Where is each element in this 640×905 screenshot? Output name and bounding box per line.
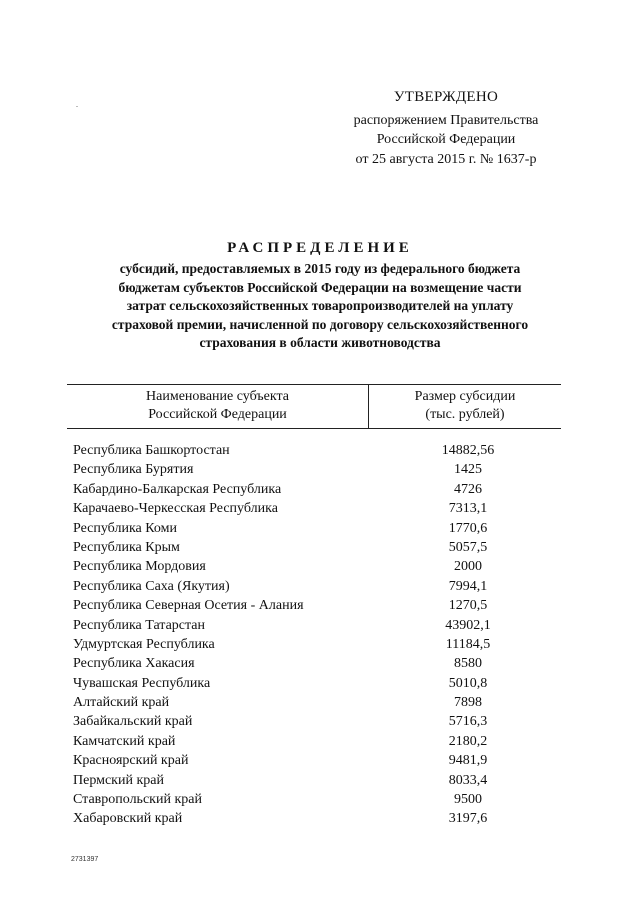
subject-name: Пермский край (73, 772, 164, 788)
title-subtitle-line: субсидий, предоставляемых в 2015 году из федерального бюджета (119, 261, 521, 276)
title-subtitle-line: бюджетам субъектов Российской Федерации на возмещение части (118, 279, 522, 295)
subject-name: Кабардино-Балкарская Республика (73, 481, 282, 497)
subsidy-amount: 7313,1 (448, 501, 488, 517)
subsidy-amount: 4726 (454, 481, 482, 497)
subject-name: Хабаровский край (73, 811, 183, 827)
subsidy-amount: 11184,5 (445, 636, 491, 652)
subject-name: Ставропольский край (73, 792, 202, 808)
subject-name: Удмуртская Республика (73, 636, 215, 652)
subject-name: Республика Хакасия (73, 656, 195, 672)
title-subtitle-line: страховой премии, начисленной по договору сельскохозяйственного (111, 316, 529, 332)
table-row (73, 635, 563, 654)
table-row (73, 616, 563, 635)
table-row (73, 441, 563, 460)
subject-name: Чувашская Республика (73, 675, 211, 691)
table-row (73, 771, 563, 790)
subject-name: Алтайский край (73, 695, 170, 711)
subsidy-amount: 14882,56 (441, 443, 495, 458)
approval-line: распоряжением Правительства (353, 112, 539, 128)
subject-name: Красноярский край (73, 753, 189, 769)
subsidy-amount: 5010,8 (448, 675, 488, 691)
column-header-line: (тыс. рублей) (425, 407, 505, 422)
approval-line: Российской Федерации (376, 132, 516, 147)
subject-name: Республика Саха (Якутия) (73, 578, 230, 594)
table-body (73, 441, 563, 829)
subsidy-amount: 1425 (454, 462, 482, 478)
subsidy-amount: 9481,9 (448, 753, 488, 769)
subsidy-amount: 8580 (454, 656, 482, 672)
document-title (60, 240, 580, 353)
subject-name: Карачаево-Черкесская Республика (73, 501, 278, 517)
table-row (73, 693, 563, 712)
table-row (73, 480, 563, 499)
table-row (73, 596, 563, 615)
table-header (67, 384, 561, 429)
table-row (73, 712, 563, 731)
subsidy-amount: 2000 (454, 559, 482, 575)
subsidy-amount: 7898 (454, 695, 482, 711)
column-header-subject (67, 388, 368, 424)
subject-name: Республика Бурятия (73, 462, 194, 478)
subject-name: Республика Коми (73, 520, 177, 536)
subsidy-amount: 8033,4 (448, 772, 488, 788)
column-header-subsidy (369, 388, 561, 424)
subject-name: Забайкальский край (73, 714, 193, 730)
table-row (73, 460, 563, 479)
title-subtitle-line: страхования в области животноводства (199, 335, 441, 350)
subsidy-amount: 1770,6 (448, 520, 488, 536)
table-row (73, 809, 563, 828)
table-row (73, 654, 563, 673)
subject-name: Республика Татарстан (73, 617, 206, 633)
table-row (73, 577, 563, 596)
column-header-line: Российской Федерации (148, 407, 287, 422)
subject-name: Камчатский край (73, 733, 176, 749)
scan-speck (76, 106, 78, 107)
table-row (73, 557, 563, 576)
subsidy-amount: 5057,5 (448, 539, 488, 555)
column-header-line: Размер субсидии (414, 389, 516, 404)
table-row (73, 499, 563, 518)
subject-name: Республика Мордовия (73, 559, 206, 575)
title-subtitle-line: затрат сельскохозяйственных товаропроизводителей на уплату (126, 298, 514, 313)
subsidy-amount: 1270,5 (448, 598, 488, 614)
column-header-line: Наименование субъекта (146, 389, 289, 404)
approval-heading: УТВЕРЖДЕНО (393, 89, 499, 105)
subsidy-amount: 9500 (454, 792, 482, 808)
subsidy-amount: 7994,1 (448, 578, 488, 594)
table-row (73, 790, 563, 809)
approval-line: от 25 августа 2015 г. № 1637-р (355, 151, 537, 167)
title-main: РАСПРЕДЕЛЕНИЕ (227, 240, 413, 256)
subject-name: Республика Крым (73, 539, 180, 555)
subsidy-amount: 43902,1 (445, 617, 491, 633)
table-row (73, 674, 563, 693)
table-row (73, 519, 563, 538)
subsidy-amount: 5716,3 (448, 714, 488, 730)
table-row (73, 751, 563, 770)
table-row (73, 732, 563, 751)
table-row (73, 538, 563, 557)
subject-name: Республика Северная Осетия - Алания (73, 598, 304, 614)
subject-name: Республика Башкортостан (73, 443, 230, 458)
subsidy-amount: 2180,2 (448, 733, 488, 749)
approval-block (330, 88, 562, 169)
document-code: 2731397 (71, 856, 99, 863)
subsidy-amount: 3197,6 (448, 811, 488, 827)
